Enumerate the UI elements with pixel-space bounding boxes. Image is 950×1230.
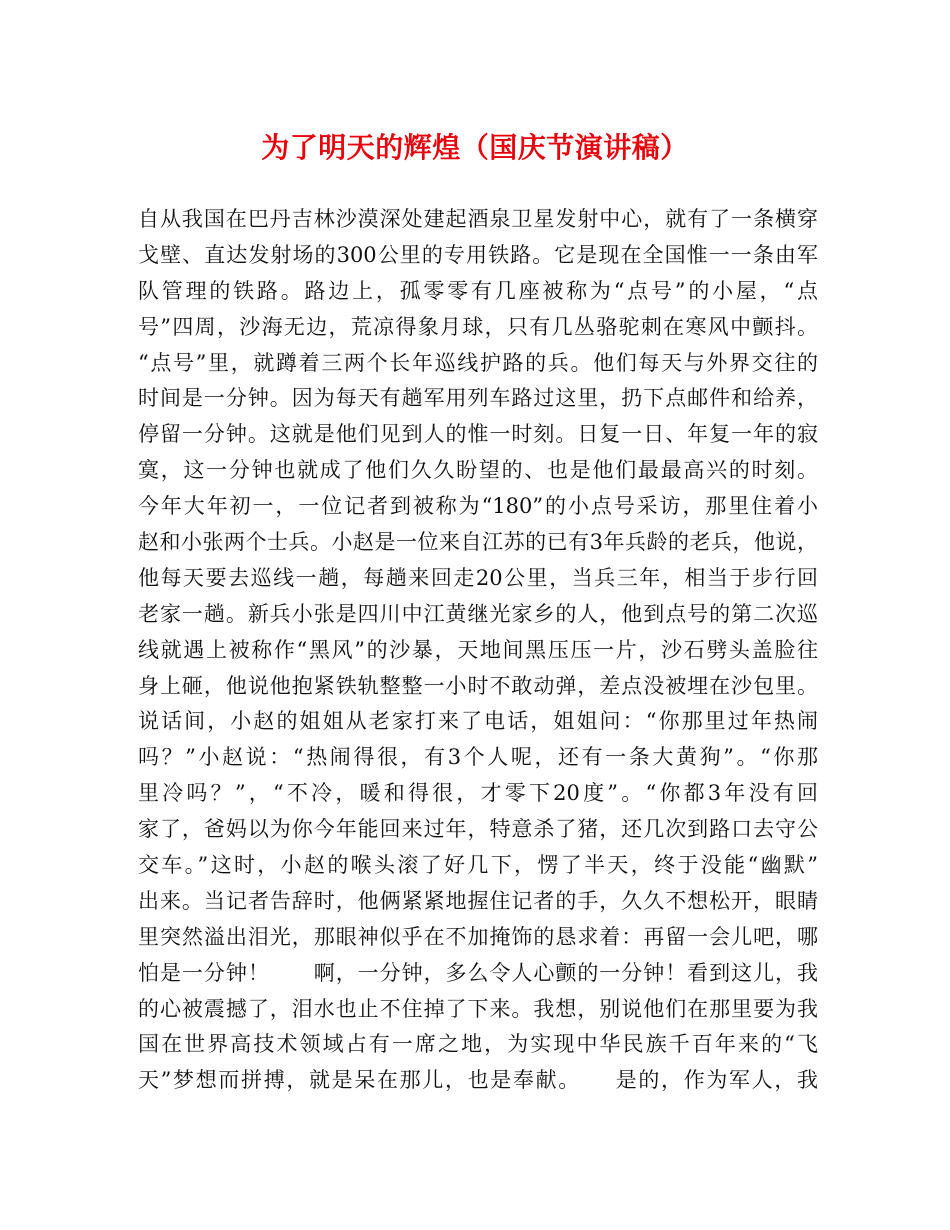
body-line: 身上砸，他说他抱紧铁轨整整一小时不敢动弹，差点没被埋在沙包里。	[138, 673, 818, 698]
body-line: 他每天要去巡线一趟，每趟来回走20公里，当兵三年，相当于步行回	[138, 565, 818, 590]
body-line: 赵和小张两个士兵。小赵是一位来自江苏的已有3年兵龄的老兵，他说，	[138, 530, 818, 555]
body-line: 号”四周，沙海无边，荒凉得象月球，只有几丛骆驼刺在寒风中颤抖。	[138, 314, 818, 339]
body-line: 戈壁、直达发射场的300公里的专用铁路。它是现在全国惟一一条由军	[138, 242, 818, 267]
body-line: 时间是一分钟。因为每天有趟军用列车路过这里，扔下点邮件和给养，	[138, 386, 818, 411]
body-line: 今年大年初一，一位记者到被称为“180”的小点号采访，那里住着小	[138, 494, 818, 519]
document-title: 为了明天的辉煌（国庆节演讲稿）	[261, 131, 689, 164]
body-line: 队管理的铁路。路边上，孤零零有几座被称为“点号”的小屋，“点	[138, 278, 818, 303]
body-line: 国在世界高技术领域占有一席之地，为实现中华民族千百年来的“飞	[138, 1032, 818, 1057]
body-line: 自从我国在巴丹吉林沙漠深处建起酒泉卫星发射中心，就有了一条横穿	[138, 207, 818, 231]
body-line: 的心被震撼了，泪水也止不住掉了下来。我想，别说他们在那里要为我	[138, 996, 818, 1021]
body-line: 天”梦想而拼搏，就是呆在那儿，也是奉献。 是的，作为军人，我	[138, 1068, 818, 1093]
body-line: 交车。”这时，小赵的喉头滚了好几下，愣了半天，终于没能“幽默”	[138, 853, 818, 878]
body-line: 吗？”小赵说：“热闹得很，有3个人呢，还有一条大黄狗”。“你那	[138, 745, 818, 770]
body-line: 出来。当记者告辞时，他俩紧紧地握住记者的手，久久不想松开，眼睛	[138, 888, 818, 913]
body-line: 里突然溢出泪光，那眼神似乎在不加掩饰的恳求着：再留一会儿吧，哪	[138, 924, 818, 949]
body-line: 寞，这一分钟也就成了他们久久盼望的、也是他们最最高兴的时刻。	[138, 458, 818, 483]
body-line: 停留一分钟。这就是他们见到人的惟一时刻。日复一日、年复一年的寂	[138, 422, 818, 447]
body-line: 里冷吗？”，“不冷，暖和得很，才零下20度”。“你都3年没有回	[138, 781, 818, 806]
body-line: 怕是一分钟！ 啊，一分钟，多么令人心颤的一分钟！看到这儿，我	[138, 960, 818, 985]
body-line: 线就遇上被称作“黑风”的沙暴，天地间黑压压一片，沙石劈头盖脸往	[138, 637, 818, 662]
body-line: 老家一趟。新兵小张是四川中江黄继光家乡的人，他到点号的第二次巡	[138, 601, 818, 626]
document-body	[138, 202, 818, 1099]
body-line: “点号”里，就蹲着三两个长年巡线护路的兵。他们每天与外界交往的	[138, 350, 818, 375]
body-line: 家了，爸妈以为你今年能回来过年，特意杀了猪，还几次到路口去守公	[138, 817, 818, 842]
body-line: 说话间，小赵的姐姐从老家打来了电话，姐姐问：“你那里过年热闹	[138, 709, 818, 734]
